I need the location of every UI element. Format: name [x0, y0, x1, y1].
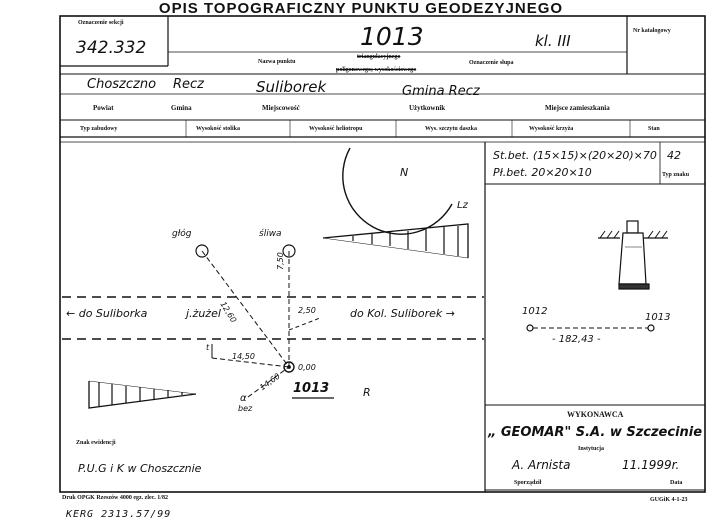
pugik-value: P.U.G i K w Choszcznie	[78, 462, 202, 475]
author-value: A. Arnista	[512, 458, 571, 472]
dist-2-50: 2,50	[298, 306, 316, 315]
post-label: Oznaczenie słupa	[469, 60, 514, 66]
gmina-label: Gmina	[171, 104, 192, 112]
dist-12-60: 12,60	[218, 300, 239, 325]
name-option-2: poligonowego; wysokościowego	[336, 67, 417, 73]
print-info: Druk OPGK Rzeszów 4000 egz. zlec. 1/82	[62, 495, 168, 501]
lz-label: Lz	[457, 200, 468, 211]
date-value: 11.1999r.	[622, 458, 680, 472]
distance-value: - 182,43 -	[552, 334, 601, 345]
miejsce-label: Miejsce zamieszkania	[545, 104, 610, 112]
author-label: Sporządził	[514, 480, 542, 486]
wys-heliotropu-label: Wysokość heliotropu	[309, 126, 363, 132]
uzytkownik-label: Użytkownik	[409, 104, 446, 112]
north-label: N	[400, 166, 409, 179]
st-bet-value: St.bet. (15×15)×(20×20)×70	[493, 149, 657, 162]
section-label: Oznaczenie sekcji	[78, 20, 124, 26]
section-value: 342.332	[76, 38, 147, 58]
gmina-value: Recz	[173, 77, 205, 92]
road-surface-label: j.żużel	[186, 307, 221, 320]
dist-7-50: 7,50	[276, 252, 285, 270]
point-number: 1013	[360, 22, 424, 51]
wys-krzyza-label: Wysokość krzyża	[529, 126, 574, 132]
znak-label: Znak ewidencji	[76, 440, 116, 446]
wys-stolika-label: Wysokość stolika	[196, 126, 240, 132]
uzytkownik-value: Gmina Recz	[402, 84, 480, 99]
class-value: kl. III	[535, 32, 571, 50]
dist-point-1013: 1013	[645, 312, 671, 323]
bez-label: bez	[238, 404, 253, 413]
zero-label: 0,00	[298, 363, 316, 372]
name-label: Nazwa punktu	[258, 59, 296, 65]
dist-point-1012: 1012	[522, 306, 548, 317]
t-mark: t	[206, 343, 210, 352]
dist-14-50: 14,50	[232, 352, 255, 361]
road-left-label: ← do Suliborka	[66, 307, 148, 320]
gugik-code: GUGiK 4-1-23	[650, 497, 688, 503]
point-label: 1013	[293, 381, 330, 396]
miejscowosc-value: Suliborek	[256, 78, 327, 96]
name-option-1: triangulacyjnego	[357, 54, 401, 60]
date-label: Data	[670, 480, 683, 486]
road-right-label: do Kol. Suliborek →	[350, 307, 455, 320]
wys-szczytu-label: Wys. szczytu daszka	[425, 126, 477, 132]
catalog-label: Nr katalogowy	[633, 28, 671, 34]
powiat-value: Choszczno	[87, 77, 157, 92]
dist-14-60: 14,60	[258, 371, 282, 393]
powiat-label: Powiat	[93, 104, 114, 112]
glog-label: głóg	[172, 229, 192, 239]
typ-label: Typ znaku	[662, 172, 690, 178]
institution-label: Instytucja	[578, 446, 605, 452]
kerg-value: KERG 2313.57/99	[66, 509, 172, 520]
stan-label: Stan	[648, 126, 660, 132]
typ-zabudowy-label: Typ zabudowy	[80, 126, 118, 132]
page-title: OPIS TOPOGRAFICZNY PUNKTU GEODEZYJNEGO	[158, 0, 564, 17]
sliwa-label: śliwa	[259, 229, 282, 239]
pl-bet-value: Pł.bet. 20×20×10	[493, 166, 592, 179]
executor-name: „ GEOMAR" S.A. w Szczecinie	[487, 425, 703, 440]
alpha-mark: α	[240, 393, 247, 404]
miejscowosc-label: Miejscowość	[262, 104, 300, 112]
executor-label: WYKONAWCA	[567, 410, 624, 419]
typ-value: 42	[667, 149, 681, 162]
r-mark: R	[363, 386, 371, 399]
